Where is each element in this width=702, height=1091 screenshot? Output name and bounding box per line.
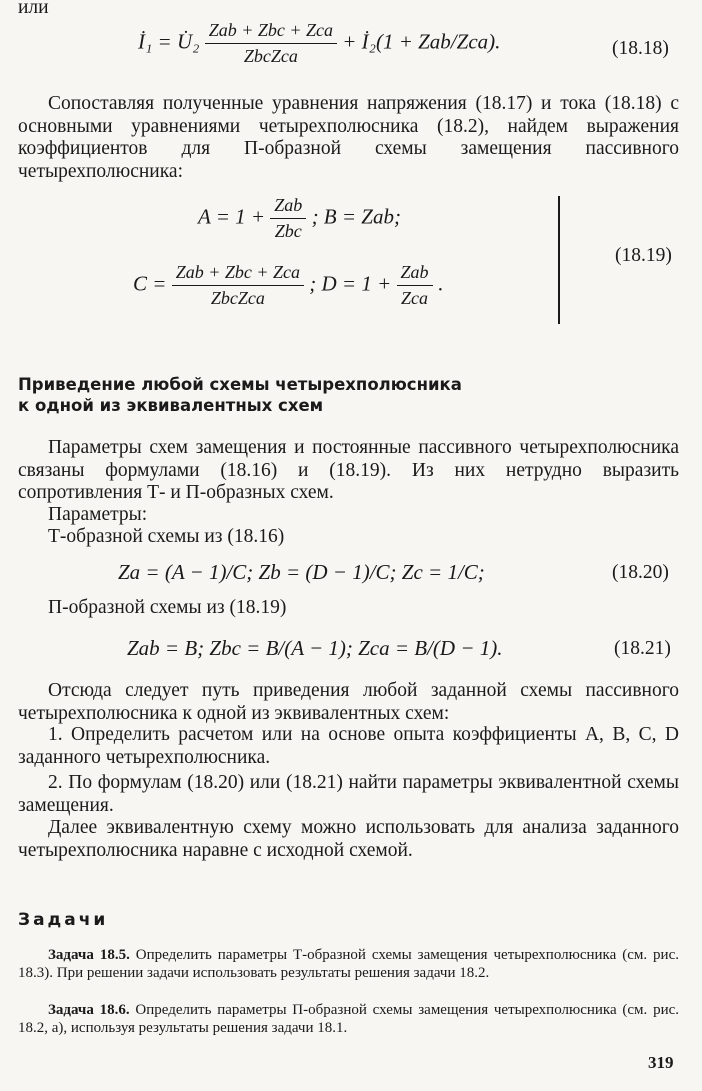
eq-18-19-d-end: . (437, 271, 444, 296)
task-18-6-label: Задача 18.6. (48, 1002, 130, 1018)
eq-18-19-brace (558, 196, 560, 324)
eq-18-18-number: (18.18) (612, 38, 669, 59)
section-heading: Приведение любой схемы четырехполюсника к одной из эквивалентных схем (18, 375, 462, 415)
task-18-6 (18, 1002, 679, 1037)
eq-18-19-b: ; B = Zab; (311, 204, 401, 229)
params-label: Параметры: (48, 504, 148, 525)
t-scheme-label: Т-образной схемы из (18.16) (48, 526, 285, 547)
eq-18-19-a-denominator: Zbc (274, 221, 302, 241)
step-1: 1. Определить расчетом или на основе опыта коэффициенты A, B, C, D заданного четырехполюсника. (18, 724, 679, 768)
equation-18-18 (138, 20, 500, 67)
paragraph-2: Параметры схем замещения и постоянные пассивного четырехполюсника связаны формулами (18.16) и (18.19). Из них нетрудно выразить сопротивления Т- и П-образных схем. (18, 437, 679, 503)
eq-18-19-d-lhs: ; D = 1 + (309, 271, 392, 296)
eq-18-18-lhs: İ₁ = U̇₂ (138, 29, 200, 54)
step-2: 2. По формулам (18.20) или (18.21) найти параметры эквивалентной схемы замещения. (18, 772, 679, 816)
eq-18-19-number: (18.19) (615, 245, 672, 266)
task-18-5-text: Определить параметры Т-образной схемы замещения четырехполюсника (см. рис. 18.3). При решении задачи использовать результаты решения задачи 18.2. (18, 947, 679, 981)
eq-18-19-c-lhs: C = (133, 271, 167, 296)
equation-18-21: Zab = B; Zbc = B/(A − 1); Zca = B/(D − 1). (127, 636, 503, 660)
task-18-5 (18, 947, 679, 982)
paragraph-3: Отсюда следует путь приведения любой заданной схемы пассивного четырехполюсника к одной из эквивалентных схем: (18, 680, 679, 724)
equation-18-19-row-1 (198, 195, 401, 242)
top-word: или (18, 0, 49, 18)
eq-18-21-number: (18.21) (614, 638, 671, 659)
eq-18-19-d-numerator: Zab (397, 262, 433, 286)
task-18-5-label: Задача 18.5. (48, 947, 130, 963)
eq-18-19-d-fraction (397, 262, 433, 309)
page-number: 319 (648, 1053, 674, 1072)
eq-18-18-rhs: + İ₂(1 + Zab/Zca). (342, 29, 501, 54)
equation-18-19-row-2 (133, 262, 443, 309)
eq-18-18-denominator: ZbcZca (243, 46, 298, 66)
p-scheme-label: П-образной схемы из (18.19) (48, 597, 287, 618)
task-18-6-text: Определить параметры П-образной схемы замещения четырехполюсника (см. рис. 18.2, a), используя результаты решения задачи 18.1. (18, 1002, 680, 1036)
eq-18-18-numerator: Zab + Zbc + Zca (205, 20, 337, 44)
paragraph-1: Сопоставляя полученные уравнения напряжения (18.17) и тока (18.18) с основными уравнениями четырехполюсника (18.2), найдем выражения коэффициентов для П-образной схемы замещения пассивного четырехполюсника: (18, 93, 679, 182)
eq-18-19-c-numerator: Zab + Zbc + Zca (172, 262, 304, 286)
paragraph-4: Далее эквивалентную схему можно использовать для анализа заданного четырехполюсника наравне с исходной схемой. (18, 817, 679, 861)
tasks-heading: Задачи (18, 910, 109, 930)
eq-18-19-c-denominator: ZbcZca (210, 288, 265, 308)
eq-18-19-c-fraction (172, 262, 304, 309)
eq-18-19-a-numerator: Zab (270, 195, 306, 219)
eq-18-19-a-lhs: A = 1 + (198, 204, 266, 229)
eq-18-20-number: (18.20) (612, 562, 669, 583)
equation-18-20: Za = (A − 1)/C; Zb = (D − 1)/C; Zc = 1/C; (118, 560, 485, 584)
eq-18-18-fraction (205, 20, 337, 67)
eq-18-19-d-denominator: Zca (401, 288, 429, 308)
eq-18-19-a-fraction (270, 195, 306, 242)
